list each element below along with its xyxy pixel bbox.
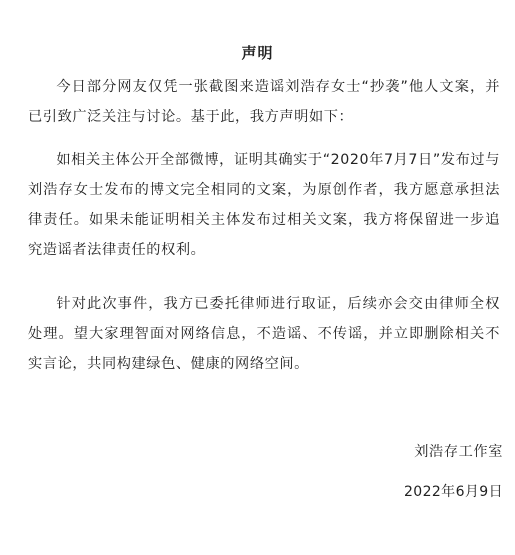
statement-date: 2022年6月9日: [403, 484, 503, 500]
paragraph-actions: 针对此次事件，我方已委托律师进行取证，后续亦会交由律师全权处理。望大家理智面对网络信息，不造谣、不传谣，并立即删除相关不实言论，共同构建绿色、健康的网络空间。: [28, 296, 500, 372]
paragraph-intro: 今日部分网友仅凭一张截图来造谣刘浩存女士“抄袭”他人文案，并已引致广泛关注与讨论。基于此，我方声明如下：: [28, 79, 500, 125]
paragraph-conditions: 如相关主体公开全部微博，证明其确实于“2020年7月7日”发布过与刘浩存女士发布的博文完全相同的文案，为原创作者，我方愿意承担法律责任。如果未能证明相关主体发布过相关文案，我方将保留进一步追究造谣者法律责任的权利。: [28, 152, 500, 258]
signature: 刘浩存工作室: [414, 444, 503, 460]
statement-title: 声明: [241, 44, 274, 62]
